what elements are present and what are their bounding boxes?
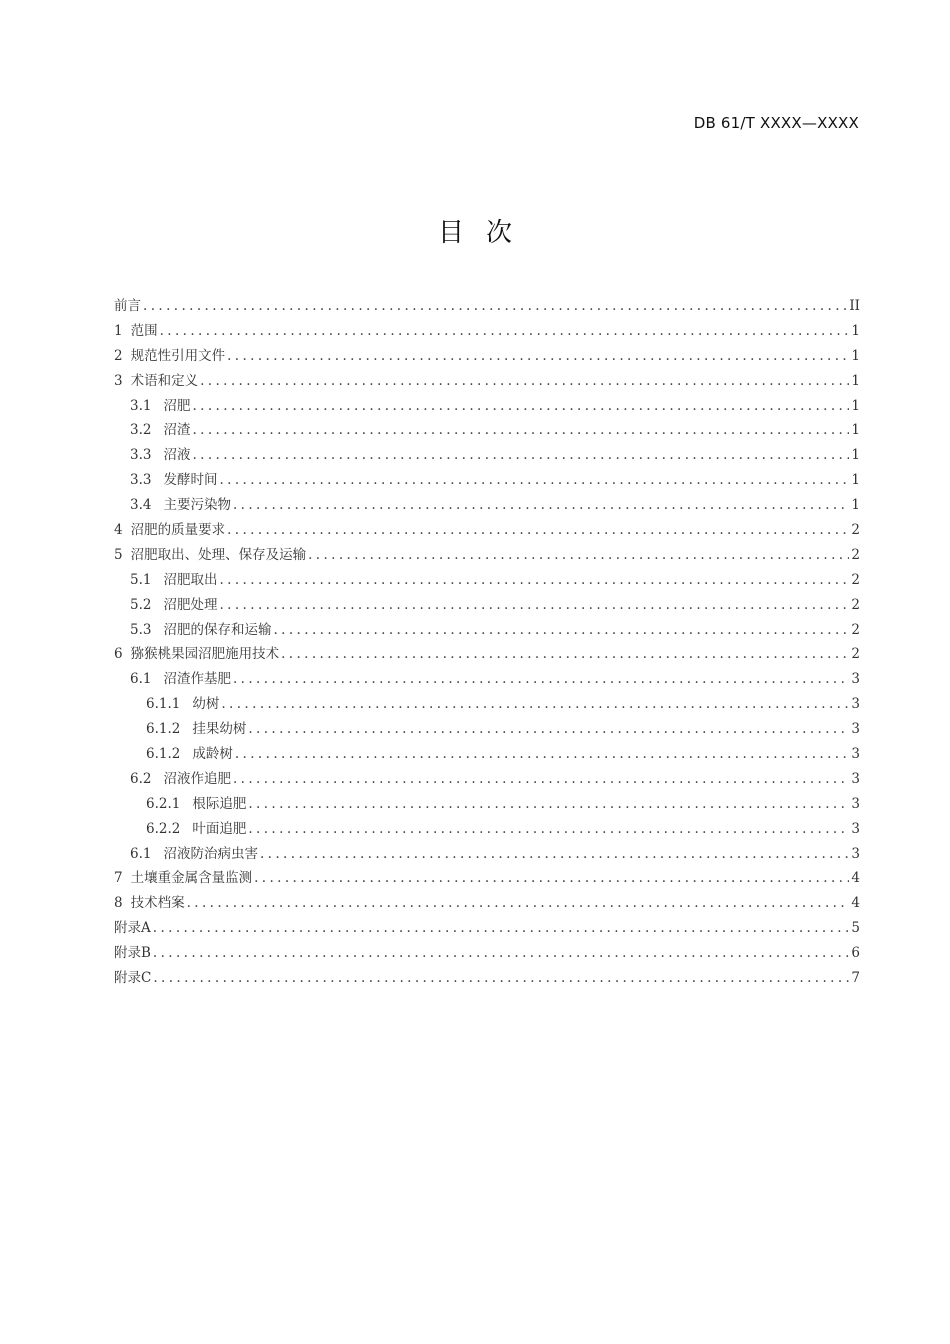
toc-entry-label: 沼肥取出 [163, 571, 218, 588]
toc-leader-dots [219, 593, 849, 618]
toc-entry-26[interactable] [114, 916, 860, 941]
title-char-2: 次 [486, 218, 513, 248]
toc-entry-number: 2 [114, 347, 123, 364]
toc-entry-5[interactable] [114, 394, 860, 419]
toc-entry-page: 2 [851, 596, 860, 613]
toc-leader-dots [153, 941, 849, 966]
toc-entry-2[interactable] [114, 319, 860, 344]
toc-leader-dots [233, 493, 849, 518]
toc-entry-page: 1 [851, 422, 860, 439]
toc-entry-25[interactable] [114, 891, 860, 916]
toc-leader-dots [192, 418, 849, 443]
toc-entry-label: 术语和定义 [130, 372, 199, 389]
toc-entry-label: 挂果幼树 [192, 721, 247, 738]
toc-leader-dots [200, 369, 849, 394]
toc-entry-number: 6.2.1 [146, 795, 181, 812]
toc-entry-label: 附录B [114, 945, 151, 962]
toc-entry-page: 1 [851, 447, 860, 464]
toc-entry-number: 6.1 [130, 845, 152, 862]
toc-entry-number: 3.4 [130, 497, 152, 514]
toc-entry-page: 1 [851, 397, 860, 414]
toc-entry-1[interactable] [114, 294, 860, 319]
toc-entry-number: 6.1.2 [146, 721, 181, 738]
toc-entry-label: 沼渣 [163, 422, 191, 439]
toc-entry-number: 3.3 [130, 472, 152, 489]
toc-entry-label: 前言 [114, 298, 141, 314]
toc-entry-label: 根际追肥 [192, 795, 247, 812]
toc-entry-page: 3 [851, 696, 860, 713]
toc-entry-page: 1 [851, 347, 860, 364]
toc-entry-9[interactable] [114, 493, 860, 518]
toc-entry-number: 6 [114, 646, 123, 663]
toc-entry-20[interactable] [114, 767, 860, 792]
toc-entry-number: 7 [114, 870, 123, 887]
toc-leader-dots [153, 966, 849, 991]
toc-entry-7[interactable] [114, 443, 860, 468]
toc-entry-page: 3 [851, 845, 860, 862]
title-char-1: 目 [437, 218, 464, 248]
toc-leader-dots [233, 667, 849, 692]
document-code: DB 61/T XXXX—XXXX [693, 114, 859, 132]
toc-leader-dots [219, 468, 849, 493]
toc-entry-page: 7 [851, 970, 860, 987]
toc-leader-dots [233, 767, 849, 792]
toc-entry-page: 2 [851, 571, 860, 588]
toc-entry-11[interactable] [114, 543, 860, 568]
toc-entry-page: 4 [851, 895, 860, 912]
toc-entry-number: 6.1.2 [146, 746, 181, 763]
toc-entry-number: 6.2 [130, 770, 152, 787]
toc-leader-dots [273, 618, 849, 643]
toc-entry-15[interactable] [114, 642, 860, 667]
toc-leader-dots [227, 344, 849, 369]
toc-leader-dots [221, 692, 849, 717]
toc-entry-label: 范围 [130, 322, 158, 339]
toc-entry-page: 3 [851, 721, 860, 738]
toc-entry-label: 沼液防治病虫害 [163, 845, 258, 862]
toc-entry-page: 4 [851, 870, 860, 887]
toc-leader-dots [219, 568, 849, 593]
toc-entry-label: 发酵时间 [163, 472, 218, 489]
toc-entry-number: 4 [114, 522, 123, 539]
toc-leader-dots [308, 543, 849, 568]
toc-entry-page: 3 [851, 795, 860, 812]
toc-entry-page: 3 [851, 746, 860, 763]
toc-entry-label: 沼肥的质量要求 [130, 522, 226, 539]
toc-entry-3[interactable] [114, 344, 860, 369]
toc-entry-number: 3.3 [130, 447, 152, 464]
toc-entry-page: 1 [851, 372, 860, 389]
toc-entry-label: 幼树 [192, 696, 220, 713]
toc-entry-number: 5.1 [130, 571, 152, 588]
toc-entry-page: 3 [851, 671, 860, 688]
toc-leader-dots [143, 294, 847, 319]
toc-entry-label: 技术档案 [130, 895, 185, 912]
toc-entry-page: 3 [851, 820, 860, 837]
toc-entry-4[interactable] [114, 369, 860, 394]
toc-leader-dots [192, 443, 849, 468]
toc-entry-number: 6.1.1 [146, 696, 181, 713]
toc-entry-number: 6.1 [130, 671, 152, 688]
toc-entry-number: 3 [114, 372, 123, 389]
toc-entry-label: 附录A [114, 920, 151, 937]
toc-entry-number: 5.3 [130, 621, 152, 638]
toc-entry-page: 5 [851, 920, 860, 937]
toc-entry-label: 叶面追肥 [192, 820, 247, 837]
toc-leader-dots [248, 792, 849, 817]
toc-entry-19[interactable] [114, 742, 860, 767]
toc-leader-dots [227, 518, 849, 543]
toc-leader-dots [192, 394, 849, 419]
toc-entry-number: 1 [114, 322, 123, 339]
toc-entry-label: 附录C [114, 970, 152, 987]
toc-entry-number: 5 [114, 546, 123, 563]
toc-entry-28[interactable] [114, 966, 860, 991]
toc-entry-label: 沼肥 [163, 397, 191, 414]
toc-entry-number: 5.2 [130, 596, 152, 613]
toc-entry-label: 沼肥的保存和运输 [163, 621, 272, 638]
toc-entry-page: 1 [851, 497, 860, 514]
table-of-contents [114, 294, 860, 991]
toc-leader-dots [248, 817, 849, 842]
toc-entry-number: 3.1 [130, 397, 152, 414]
toc-entry-label: 沼肥取出、处理、保存及运输 [130, 546, 307, 563]
toc-leader-dots [153, 916, 850, 941]
toc-leader-dots [254, 866, 849, 891]
toc-entry-14[interactable] [114, 618, 860, 643]
toc-entry-27[interactable] [114, 941, 860, 966]
toc-entry-label: 成龄树 [192, 746, 233, 763]
page-title [0, 212, 950, 249]
toc-entry-number: 3.2 [130, 422, 152, 439]
toc-entry-label: 沼肥处理 [163, 596, 218, 613]
toc-entry-17[interactable] [114, 692, 860, 717]
toc-entry-page: 6 [851, 945, 860, 962]
toc-entry-24[interactable] [114, 866, 860, 891]
toc-leader-dots [248, 717, 849, 742]
toc-entry-label: 沼液 [163, 447, 191, 464]
toc-entry-6[interactable] [114, 418, 860, 443]
toc-entry-label: 土壤重金属含量监测 [130, 870, 253, 887]
toc-entry-page: 2 [851, 621, 860, 638]
toc-entry-page: 2 [851, 646, 860, 663]
toc-entry-number: 8 [114, 895, 123, 912]
toc-entry-label: 沼液作追肥 [163, 770, 231, 787]
toc-entry-23[interactable] [114, 842, 860, 867]
toc-entry-10[interactable] [114, 518, 860, 543]
toc-entry-page: 3 [851, 770, 860, 787]
toc-entry-21[interactable] [114, 792, 860, 817]
toc-entry-page: 2 [851, 546, 860, 563]
toc-entry-number: 6.2.2 [146, 820, 181, 837]
toc-entry-page: 1 [851, 322, 860, 339]
toc-entry-22[interactable] [114, 817, 860, 842]
toc-entry-page: II [849, 298, 860, 314]
toc-entry-16[interactable] [114, 667, 860, 692]
toc-leader-dots [160, 319, 850, 344]
toc-entry-label: 猕猴桃果园沼肥施用技术 [130, 646, 280, 663]
toc-entry-13[interactable] [114, 593, 860, 618]
toc-entry-18[interactable] [114, 717, 860, 742]
toc-entry-label: 主要污染物 [163, 497, 231, 514]
toc-leader-dots [235, 742, 850, 767]
toc-entry-page: 1 [851, 472, 860, 489]
toc-entry-label: 沼渣作基肥 [163, 671, 231, 688]
toc-leader-dots [281, 642, 849, 667]
toc-leader-dots [187, 891, 850, 916]
toc-entry-12[interactable] [114, 568, 860, 593]
toc-entry-page: 2 [851, 522, 860, 539]
toc-entry-8[interactable] [114, 468, 860, 493]
toc-entry-label: 规范性引用文件 [130, 347, 226, 364]
toc-leader-dots [260, 842, 849, 867]
